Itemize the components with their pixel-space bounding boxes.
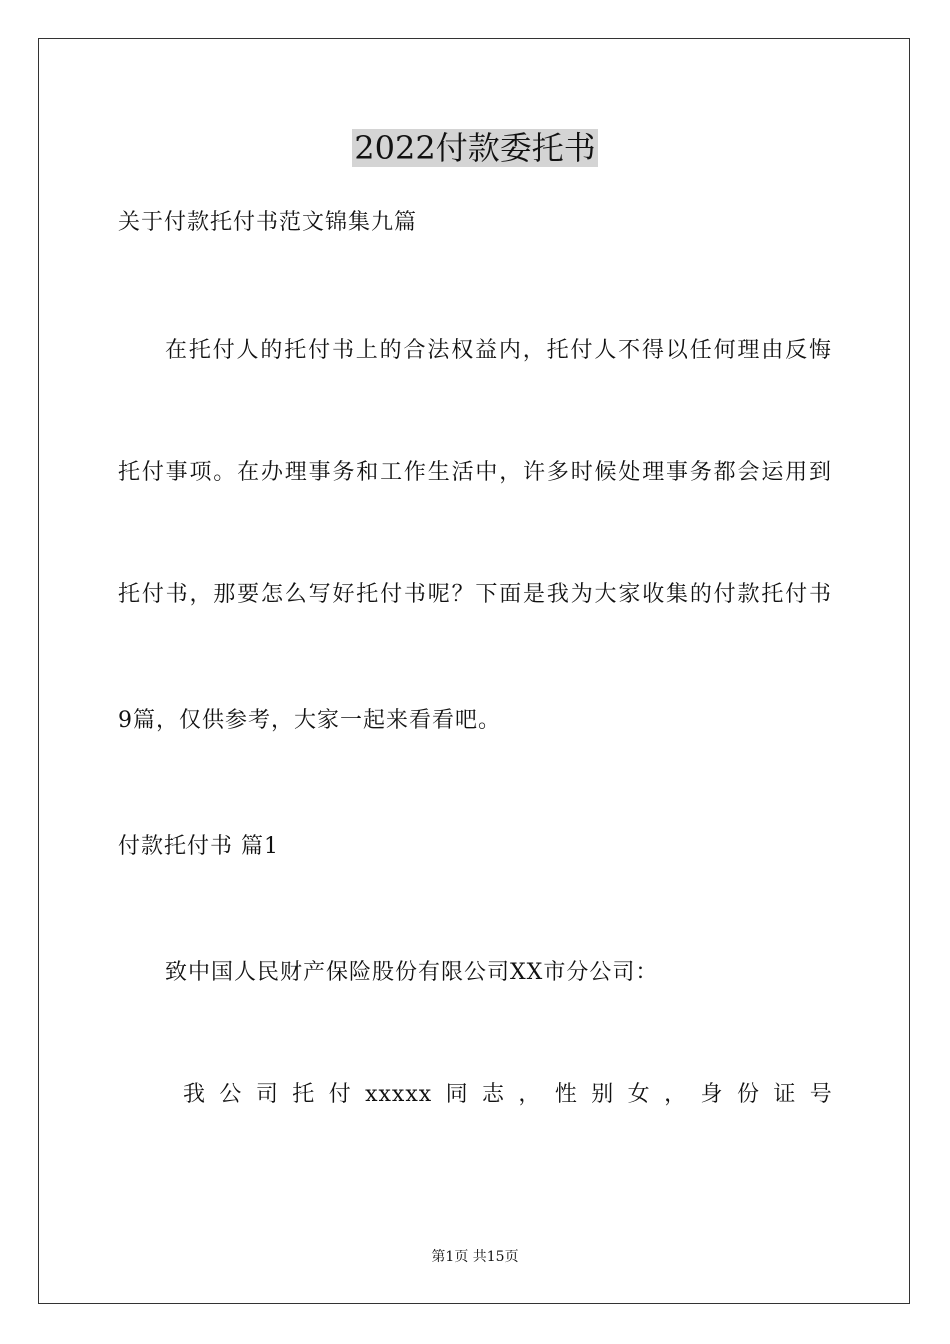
entrust-word: 司: [255, 1082, 279, 1107]
entrust-word: 托: [292, 1082, 316, 1107]
entrust-word: 身: [700, 1082, 724, 1107]
entrust-line: [183, 1080, 833, 1110]
entrust-word: 我: [183, 1082, 207, 1107]
entrust-word: 号: [809, 1082, 833, 1107]
entrust-word: 别: [591, 1082, 615, 1107]
paragraph-line: 在托付人的托付书上的合法权益内，托付人不得以任何理由反悔: [165, 338, 832, 363]
paragraph-line: 9篇，仅供参考，大家一起来看看吧。: [118, 708, 501, 733]
entrust-name: xxxxx: [365, 1082, 433, 1107]
page-footer: 第1页 共15页: [431, 1249, 519, 1265]
entrust-word: 证: [773, 1082, 797, 1107]
document-title-text: 2022付款委托书: [354, 129, 596, 167]
entrust-word: 女: [627, 1082, 651, 1107]
paragraph-line: 托付事项。在办理事务和工作生活中，许多时候处理事务都会运用到: [118, 460, 832, 485]
document-subtitle: 关于付款托付书范文锦集九篇: [118, 210, 418, 235]
addressee-line: 致中国人民财产保险股份有限公司XX市分公司：: [165, 960, 659, 985]
entrust-word: 付: [328, 1082, 352, 1107]
entrust-word: 份: [736, 1082, 760, 1107]
entrust-word: ，: [518, 1082, 542, 1107]
section-heading: 付款托付书 篇1: [118, 834, 279, 859]
entrust-word: 性: [554, 1082, 578, 1107]
entrust-word: 志: [481, 1082, 505, 1107]
entrust-word: 同: [445, 1082, 469, 1107]
document-title: [0, 128, 950, 168]
paragraph-line: 托付书，那要怎么写好托付书呢？下面是我为大家收集的付款托付书: [118, 582, 832, 607]
entrust-word: ，: [664, 1082, 688, 1107]
entrust-word: 公: [219, 1082, 243, 1107]
